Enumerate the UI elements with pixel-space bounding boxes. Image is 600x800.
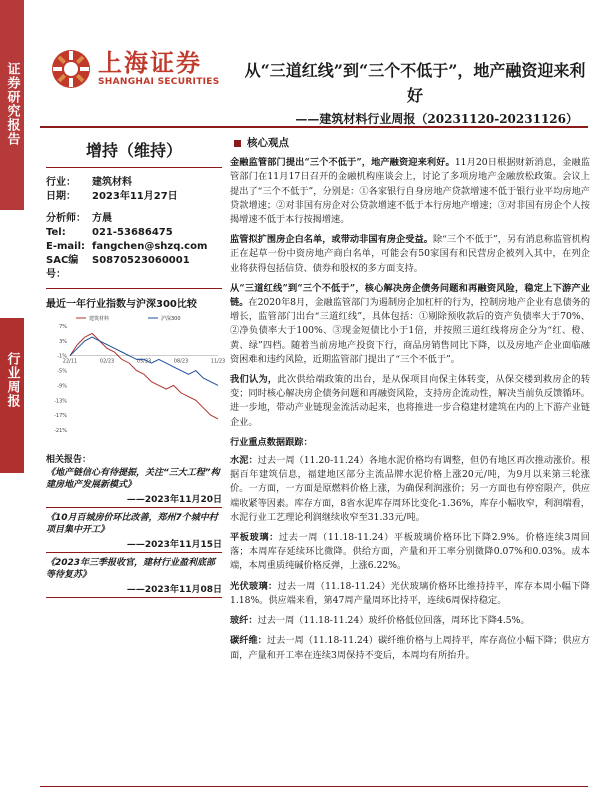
tracking-paragraph: 平板玻璃：过去一周（11.18-11.24）平板玻璃价格环比下降2.9%。价格连续3周回落；本周库存延续环比微降。供给方面，产量和开工率分别微降0.07%和0.03%。成本端，本周重质纯碱价格反弹，上涨6.22%。: [230, 532, 590, 572]
brand-logo: [50, 48, 220, 90]
related-report-item[interactable]: 《2023年三季报收官，建材行业盈利底部等待复苏》 ——2023年11月08日: [46, 557, 222, 598]
side-tab-research-report: 证券研究报告: [0, 0, 24, 210]
report-title-block: [240, 58, 590, 127]
related-label: 相关报告：: [46, 455, 92, 465]
index-comparison-chart: [46, 312, 226, 440]
meta-industry: 行业： 建筑材料: [46, 177, 132, 188]
legend-label: 建筑材料: [89, 316, 110, 322]
analyst-tel: Tel: 021-53686475: [46, 227, 173, 238]
core-section-heading: 核心观点: [230, 136, 590, 150]
brand-emblem-icon: [50, 48, 92, 90]
tracking-paragraph: 水泥：过去一周（11.20-11.24）各地水泥价格均有调整，但仍有地区再次推动涨价。根据百年建筑信息，福建地区部分主流品牌水泥价格上涨20元/吨，为9月以来第三轮涨价。一方面，一方面是原燃料价格上涨，为确保利润涨价；另一方面也有停窑限产，供应端收紧等因素。库存方面，8省水泥库存周环比变化-1.36%，库存小幅收窄，利润端看，水泥行业工艺理论利润继续收窄至31.33元/吨。: [230, 455, 590, 523]
core-paragraph: 我们认为，此次供给端政策的出台，是从保项目向保主体转变，从保交楼到救房企的转变；同时核心解决房企债务问题和再融资风险，支持房企流动性，解决当前负反馈循环。进一步地，带动产业链现金流活动起来，也将推进一步合稳建材建筑在内的上下游产业链企业。: [230, 374, 591, 428]
y-tick-label: 3%: [59, 338, 67, 345]
x-tick-label: 05/23: [136, 358, 152, 365]
left-sidebar: [46, 130, 222, 310]
core-paragraph: 金融监管部门提出“三个不低于”，地产融资迎来利好。11月20日根据财新消息，金融监管部门在11月17日召开的金融机构座谈会上，讨论了多项房地产金融放松政策。会议上提出了“三个不低于”，分别是：①各家银行自身房地产贷款增速不低于银行业平均房地产贷款增速；②对非国有房企对公贷款增速不低于本行房地产增速；③对非国有房企个人按揭增速不低于本行按揭增速。: [230, 157, 590, 226]
square-bullet-icon: [234, 140, 241, 147]
rating: 增持（维持）: [85, 141, 182, 160]
tracking-paragraph: 玻纤：过去一周（11.18-11.24）玻纤价格低位回落，周环比下降4.5%。: [230, 615, 530, 627]
brand-name-cn: 上海证券: [98, 49, 202, 77]
header-divider: [40, 126, 588, 128]
chart-title: 最近一年行业指数与沪深300比较: [46, 299, 197, 310]
side-tab-weekly: 行业周报: [0, 318, 24, 473]
tracking-paragraph: 光伏玻璃：过去一周（11.18-11.24）光伏玻璃价格环比维持持平，库存本周小幅下降1.18%。供应端来看，第47周产量周环比持平，连续6周保持稳定。: [230, 580, 590, 606]
x-tick-label: 08/23: [173, 358, 189, 365]
analyst-email[interactable]: E-mail: fangchen@shzq.com: [46, 241, 208, 252]
report-title: 从“三道红线”到“三个不低于”，地产融资迎来利好: [244, 61, 586, 105]
brand-name-en: SHANGHAI SECURITIES: [98, 77, 220, 87]
y-tick-label: -17%: [54, 413, 67, 420]
core-paragraph: 从“三道红线”到“三个不低于”，核心解决房企债务问题和再融资风险，稳定上下游产业链。在2020年8月，金融监管部门为遏制房企加杠杆的行为，控制房地产企业有息债务的增长，监管部门出台“三道红线”，具体包括：①剔除预收款后的资产负债率大于70%、②净负债率大于100%、③现金短债比小于1倍，并按照三道红线将房企分为“红、橙、黄、绿”四档。随着当前房地产投资下行，商品房销售同比下降，以及房地产企业面临融资困难和违约风险，近期监管部门提出了“三个不低于”。: [230, 282, 591, 365]
series-line: [70, 333, 218, 419]
analyst-block: [46, 212, 222, 282]
x-tick-label: 11/23: [210, 358, 226, 365]
y-tick-label: -1%: [57, 353, 67, 360]
y-tick-label: -5%: [57, 368, 67, 375]
x-tick-label: 22/11: [62, 358, 78, 365]
tracking-paragraph: 碳纤维：过去一周（11.18-11.24）碳纤维价格与上周持平，库存高位小幅下降；供应方面，产量和开工率在连续3周保持不变后，本周均有所抬升。: [230, 635, 590, 661]
meta-block: [46, 176, 222, 204]
x-tick-label: 02/23: [99, 358, 115, 365]
y-tick-label: -13%: [54, 398, 67, 405]
related-reports: [46, 452, 222, 602]
report-subtitle: ——建筑材料行业周报（20231120-20231126）: [295, 112, 578, 126]
footer-divider: [40, 786, 588, 787]
analyst-sac: SAC编号： S0870523060001: [46, 255, 190, 280]
analyst-name: 分析师： 方晨: [46, 213, 112, 224]
meta-date: 日期： 2023年11月27日: [46, 191, 178, 202]
y-tick-label: 7%: [59, 324, 67, 330]
analyst-divider: [46, 288, 222, 289]
y-tick-label: -9%: [57, 383, 67, 390]
core-paragraph: 监管拟扩围房企白名单，或带动非国有房企受益。除“三个不低于”，另有消息称监管机构正在起草一份中资房地产商白名单，可能会有50家国有和民营房企被列入其中，在列企业将获得包括信贷、债券和股权的多方面支持。: [230, 234, 590, 274]
chart-svg: [46, 312, 226, 440]
tracking-heading: 行业重点数据跟踪：: [230, 436, 313, 448]
main-content: [230, 136, 590, 669]
related-report-item[interactable]: 《10月百城房价环比改善，郑州7个城中村项目集中开工》 ——2023年11月15日: [46, 512, 222, 553]
related-report-item[interactable]: 《地产链信心有待提振，关注“三大工程”构建房地产发展新模式》 ——2023年11月20日: [46, 467, 222, 508]
legend-label: 沪深300: [161, 316, 181, 322]
rating-divider: [46, 167, 222, 168]
y-tick-label: -21%: [54, 428, 67, 434]
